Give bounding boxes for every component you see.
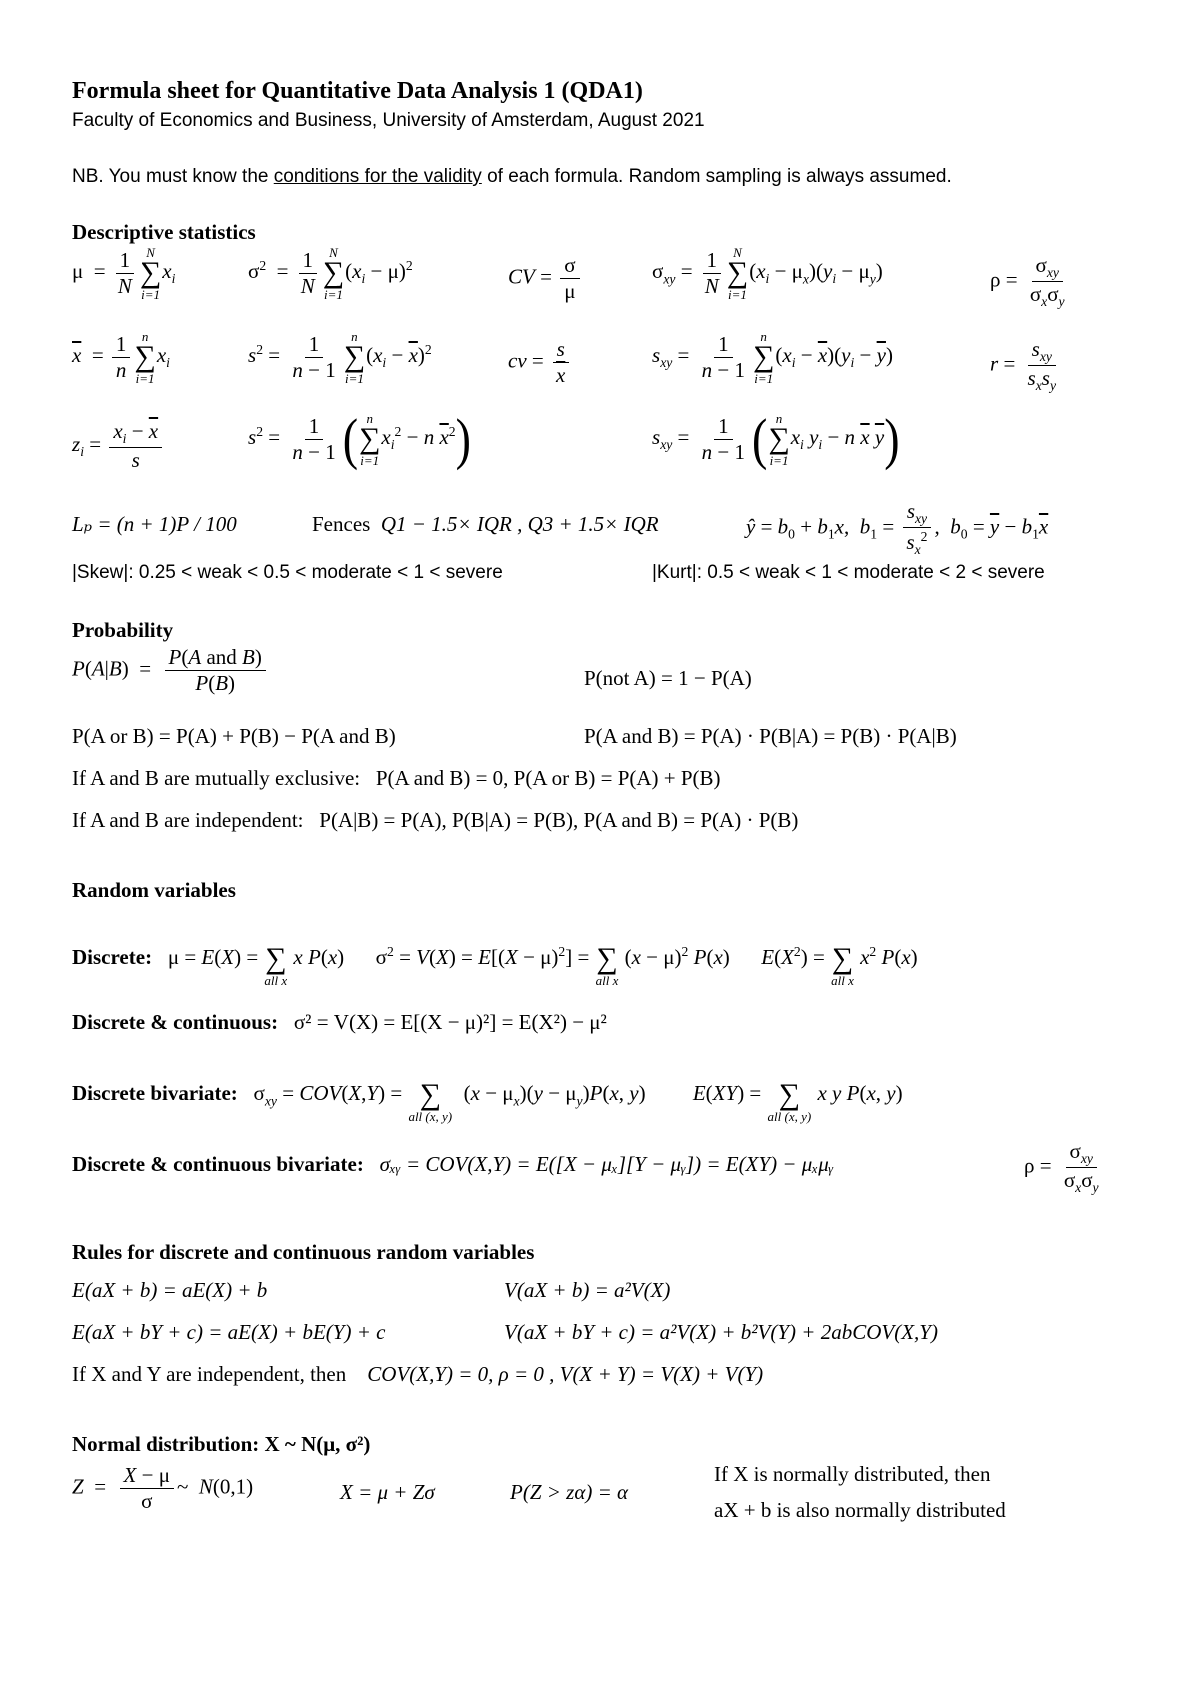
- sum-expectation-rule: E(aX + bY + c) = aE(X) + bE(Y) + c: [72, 1320, 386, 1344]
- regression-line-formula: ŷ = $b_0 + b_1x$, $b_1$ = $\frac{s_{xy}}{s_x^2}$ , $b_0 = \overline{y} - b_1\overline{x}$: [746, 499, 1049, 558]
- addition-rule: P(A or B) = P(A) + P(B) − P(A and B): [72, 724, 396, 748]
- inverse-standardization-formula: X = μ + Zσ: [340, 1480, 435, 1504]
- kurtosis-rule: |Kurt|: 0.5 < weak < 1 < moderate < 2 < severe: [652, 562, 1045, 583]
- section-heading-probability: Probability: [72, 618, 174, 642]
- normal-linear-note-line1: If X is normally distributed, then: [714, 1462, 991, 1486]
- sample-covariance-shortcut-formula: $s_{xy}$ = $\frac{1}{n - 1}$ ( n ∑ i=1 $x_i$ $y_i - n$ $\overline{x}$ $\overline{y}$): [652, 406, 900, 471]
- sample-variance-formula: $s^2$ = $\frac{1}{n - 1}$ n ∑ i=1 $(x_i - \overline{x})^2$: [248, 329, 432, 386]
- sample-variance-shortcut-formula: $s^2$ = $\frac{1}{n - 1}$ ( n ∑ i=1 $x_i^2 - n$ $\overline{x}^2$): [248, 406, 471, 471]
- continuous-bivariate-formula: Discrete & continuous bivariate: σₓᵧ = COV(X,Y) = E([X − μₓ][Y − μᵧ]) = E(XY) − μₓμᵧ: [72, 1152, 834, 1176]
- sample-cv-formula: cv = $\frac{s}{x}$: [508, 338, 572, 387]
- linear-expectation-rule: E(aX + b) = aE(X) + b: [72, 1278, 268, 1302]
- population-covariance-formula: $\sigma_{xy}$ = $\frac{1}{N}$ N ∑ i=1 $(x_i - \mu_x)(y_i - \mu_y)$: [652, 245, 883, 302]
- independence-variance-rule: If X and Y are independent, then COV(X,Y) = 0, ρ = 0 , V(X + Y) = V(X) + V(Y): [72, 1362, 764, 1386]
- discrete-moments-formula: Discrete: μ = E(X) = ∑ all x x P(x) $\sigma^2 = V(X) = E[(X - \mu)^2]$ = ∑ all x $(x - \mu)^2$ P(x) $E(X^2)$ = ∑ all x $x^2$ P(x): [72, 942, 918, 988]
- variance-shortcut-formula: Discrete & continuous: σ² = V(X) = E[(X − μ)²] = E(X²) − μ²: [72, 1010, 607, 1034]
- conditional-probability-formula: P(A|B) = $\frac{\text{P(A and B)}}{P(B)}$: [72, 646, 269, 695]
- standardization-formula: Z = $\frac{X - \mu}{\sigma}$ ~ N(0,1): [72, 1463, 254, 1514]
- skewness-rule: |Skew|: 0.25 < weak < 0.5 < moderate < 1 < severe: [72, 562, 503, 583]
- mutually-exclusive-rule: If A and B are mutually exclusive: P(A and B) = 0, P(A or B) = P(A) + P(B): [72, 766, 721, 790]
- validity-note: NB. You must know the conditions for the validity of each formula. Random sampling is always assumed.: [72, 166, 952, 187]
- fences-formula: Fences Q1 − 1.5× IQR , Q3 + 1.5× IQR: [312, 512, 659, 536]
- sample-correlation-formula: r = $\frac{s_{xy}}{s_xs_y}$: [990, 337, 1057, 394]
- correlation-formula: ρ = $\frac{\sigma_{xy}}{\sigma_x\sigma_y}$: [1024, 1139, 1099, 1196]
- population-mean-formula: μ = $\frac{1}{N}$ N ∑ i=1 $x_i$: [72, 245, 176, 302]
- population-variance-formula: $\sigma^2$ = $\frac{1}{N}$ N ∑ i=1 $(x_i - \mu)^2$: [248, 245, 413, 302]
- population-correlation-formula: ρ = $\frac{\sigma_{xy}}{\sigma_x\sigma_y}$: [990, 253, 1065, 310]
- section-heading-normal: Normal distribution: X ~ N(μ, σ²): [72, 1432, 371, 1456]
- section-heading-descriptive: Descriptive statistics: [72, 220, 256, 244]
- section-heading-rules: Rules for discrete and continuous random variables: [72, 1240, 535, 1264]
- independence-rule: If A and B are independent: P(A|B) = P(A), P(B|A) = P(B), P(A and B) = P(A) · P(B): [72, 808, 799, 832]
- page-subtitle: Faculty of Economics and Business, University of Amsterdam, August 2021: [72, 110, 705, 131]
- discrete-bivariate-formula: Discrete bivariate: $\sigma_{xy} = COV(X,Y)$ = ∑ all (x, y) $(x - \mu_x)(y - \mu_y)P(x$, y) E(XY) = ∑ all (x, y) x y P(x, y): [72, 1078, 903, 1124]
- section-heading-random-variables: Random variables: [72, 878, 236, 902]
- sample-mean-formula: $\overline{x}$ = $\frac{1}{n}$ n ∑ i=1 $x_i$: [72, 329, 170, 386]
- page-title: Formula sheet for Quantitative Data Analysis 1 (QDA1): [72, 78, 643, 104]
- sample-covariance-formula: $s_{xy}$ = $\frac{1}{n - 1}$ n ∑ i=1 $(x_i - \overline{x})(y_i - \overline{y})$: [652, 329, 893, 386]
- z-score-formula: $z_i$ = $\frac{x_i - \overline{x}}{s}$: [72, 420, 165, 472]
- multiplication-rule: P(A and B) = P(A) · P(B|A) = P(B) · P(A|B): [584, 724, 957, 748]
- tail-probability-formula: P(Z > zα) = α: [510, 1480, 629, 1504]
- linear-variance-rule: V(aX + b) = a²V(X): [504, 1278, 671, 1302]
- population-cv-formula: CV = $\frac{\sigma}{\mu}$: [508, 254, 583, 303]
- percentile-location-formula: Lₚ = (n + 1)P / 100: [72, 512, 237, 536]
- normal-linear-note-line2: aX + b is also normally distributed: [714, 1498, 1006, 1522]
- sum-variance-rule: V(aX + bY + c) = a²V(X) + b²V(Y) + 2abCOV(X,Y): [504, 1320, 938, 1344]
- complement-rule: P(not A) = 1 − P(A): [584, 666, 752, 690]
